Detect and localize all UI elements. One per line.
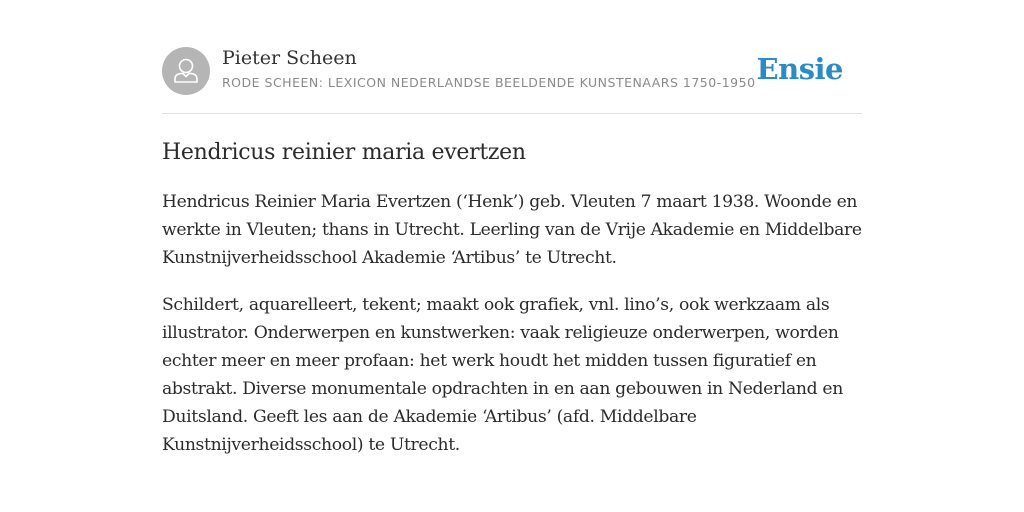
entry-card bbox=[162, 46, 862, 478]
source-label[interactable]: RODE SCHEEN: LEXICON NEDERLANDSE BEELDENDE KUNSTENAARS 1750-1950 bbox=[222, 75, 756, 90]
entry-paragraph: Hendricus Reinier Maria Evertzen (‘Henk’) geb. Vleuten 7 maart 1938. Woonde en werkte in Vleuten; thans in Utrecht. Leerling van de Vrije Akademie en Middelbare Kunstnijverheidsschool Akademie ‘Artibus’ te Utrecht. bbox=[162, 192, 862, 268]
entry-paragraph: Schildert, aquarelleert, tekent; maakt ook grafiek, vnl. lino’s, ook werkzaam als illustrator. Onderwerpen en kunstwerken: vaak religieuze onderwerpen, worden echter meer en meer profaan: het werk houdt het midden tussen figuratief en abstrakt. Diverse monumentale opdrachten in en aan gebouwen in Nederland en Duitsland. Geeft les aan de Akademie ‘Artibus’ (afd. Middelbare Kunstnijverheidsschool) te Utrecht. bbox=[162, 295, 843, 455]
entry-title: Hendricus reinier maria evertzen bbox=[162, 140, 526, 165]
ensie-logo[interactable]: Ensie bbox=[756, 52, 843, 86]
author-name[interactable]: Pieter Scheen bbox=[222, 47, 357, 69]
entry-body bbox=[162, 188, 862, 459]
user-icon bbox=[162, 47, 210, 95]
entry-header bbox=[162, 46, 862, 114]
author-avatar[interactable] bbox=[162, 47, 210, 95]
